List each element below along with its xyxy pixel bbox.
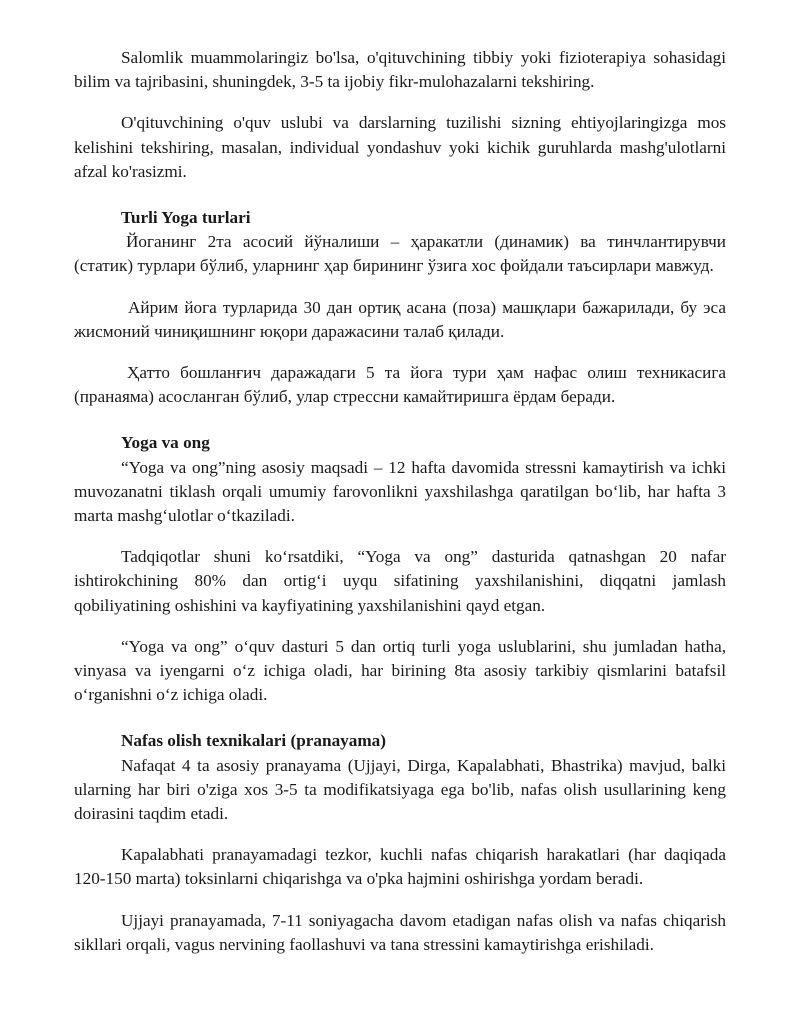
- section-paragraph: Айрим йога турларида 30 дан ортиқ асана (поза) машқлари бажарилади, бу эса жисмоний чиниқишнинг юқори даражасини талаб қилади.: [74, 297, 726, 341]
- section-title: Nafas olish texnikalari (pranayama): [121, 731, 386, 751]
- section-paragraph: “Yoga va ong”ning asosiy maqsadi – 12 hafta davomida stressni kamaytirish va ichki muvozanatni tiklash orqali umumiy farovonlikni yaxshilashga qaratilgan bo‘lib, har hafta 3 marta mashg‘ulotlar o‘tkaziladi.: [74, 457, 726, 526]
- section-paragraph: Kapalabhati pranayamadagi tezkor, kuchli nafas chiqarish harakatlari (har daqiqada 120-150 marta) toksinlarni chiqarishga va o'pka hajmini oshirishga yordam beradi.: [74, 845, 726, 889]
- section-paragraph: Ujjayi pranayamada, 7-11 soniyagacha davom etadigan nafas olish va nafas chiqarish sikllari orqali, vagus nervining faollashuvi va tana stressini kamaytirishga erishiladi.: [74, 910, 726, 954]
- section-paragraph: Йоганинг 2та асосий йўналиши – ҳаракатли (динамик) ва тинчлантирувчи (статик) турлари бўлиб, уларнинг ҳар бирининг ўзига хос фойдали таъсирлари мавжуд.: [74, 232, 726, 276]
- intro-paragraph-1: Salomlik muammolaringiz bo'lsa, o'qituvchining tibbiy yoki fizioterapiya sohasidagi bilim va tajribasini, shuningdek, 3-5 ta ijobiy fikr-mulohazalarni tekshiring.: [74, 48, 726, 92]
- section-paragraph: “Yoga va ong” o‘quv dasturi 5 dan ortiq turli yoga uslublarini, shu jumladan hatha, vinyasa va iyengarni o‘z ichiga oladi, har birining 8ta asosiy tarkibiy qismlarini batafsil o‘rganishni o‘z ichiga oladi.: [74, 636, 726, 705]
- document-page: [74, 46, 726, 957]
- section-title: Turli Yoga turlari: [121, 208, 251, 228]
- section-paragraph: Nafaqat 4 ta asosiy pranayama (Ujjayi, Dirga, Kapalabhati, Bhastrika) mavjud, balki ularning har biri o'ziga xos 3-5 ta modifikatsiyaga ega bo'lib, nafas olish usullarining keng doirasini taqdim etadi.: [74, 755, 726, 824]
- section-yoga-and-mind: [74, 431, 726, 707]
- intro-paragraph-2: O'qituvchining o'quv uslubi va darslarning tuzilishi sizning ehtiyojlaringizga mos kelishini tekshiring, masalan, individual yondashuv yoki kichik guruhlarda mashg'ulotlarni afzal ko'rasizmi.: [74, 113, 726, 181]
- section-breathing-techniques: [74, 729, 726, 957]
- section-title: Yoga va ong: [121, 433, 210, 453]
- section-yoga-types: [74, 206, 726, 409]
- section-paragraph: Tadqiqotlar shuni ko‘rsatdiki, “Yoga va ong” dasturida qatnashgan 20 nafar ishtirokchining 80% dan ortig‘i uyqu sifatining yaxshilanishini, diqqatni jamlash qobiliyatining oshishini va kayfiyatining yaxshilanishini qayd etgan.: [74, 547, 726, 615]
- section-paragraph: Ҳатто бошланғич даражадаги 5 та йога тури ҳам нафас олиш техникасига (пранаяма) асосланган бўлиб, улар стрессни камайтиришга ёрдам беради.: [74, 363, 726, 407]
